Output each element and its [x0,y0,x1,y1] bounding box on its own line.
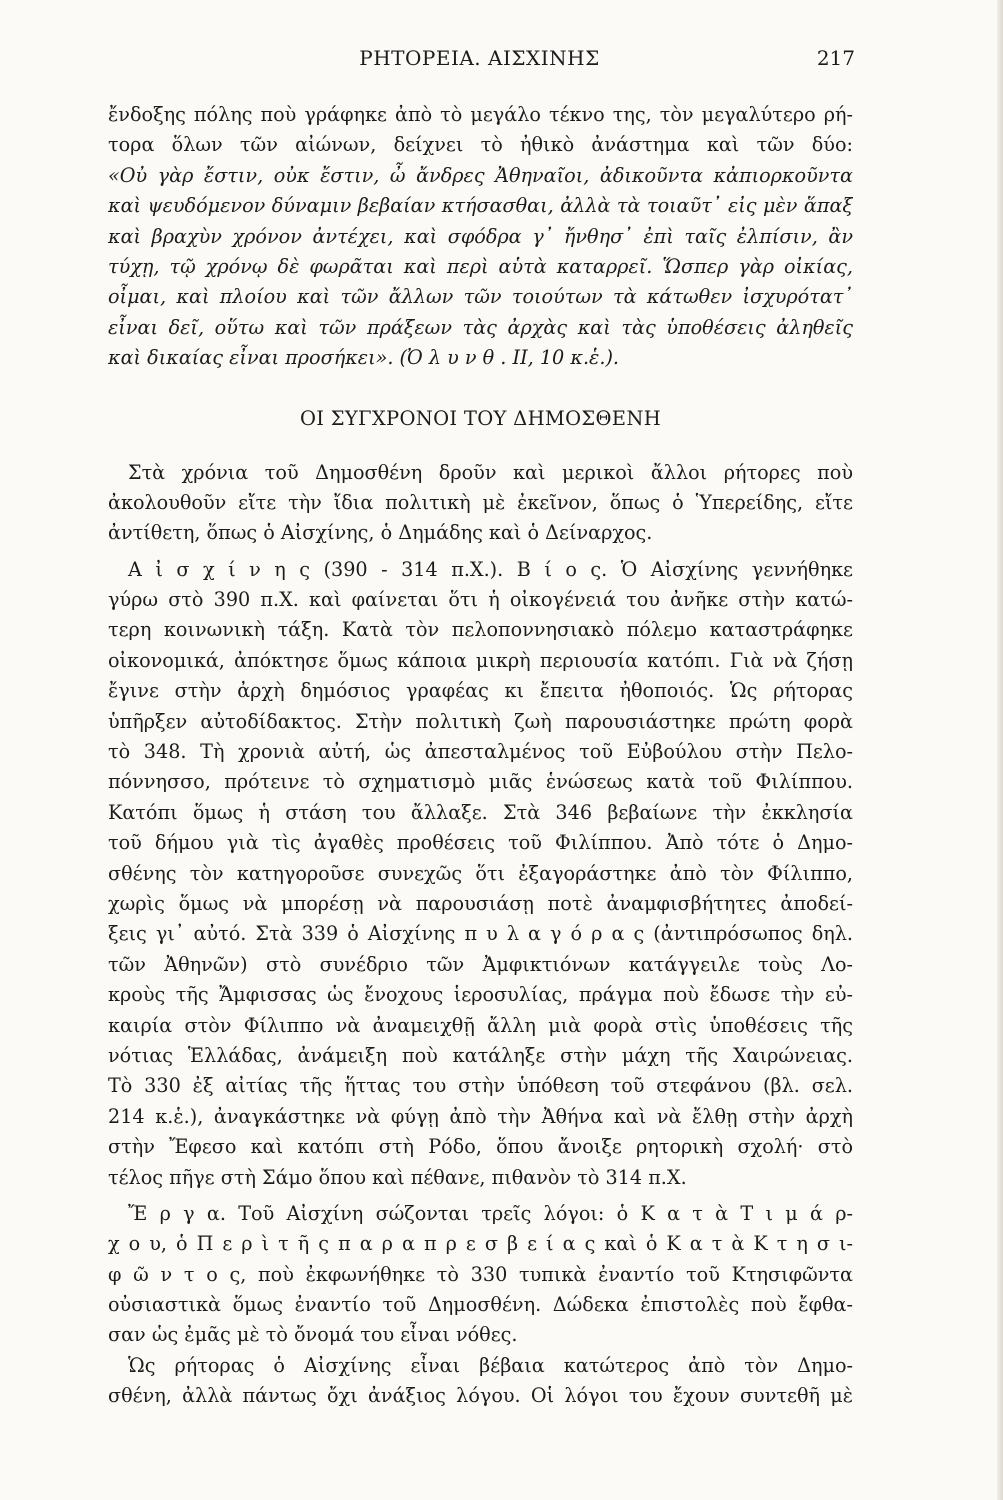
text-line: οὐσιαστικὰ ὅμως ἐναντίο τοῦ Δημοσθένη. Δώδεκα ἐπιστολὲς ποὺ ἔφθα- [108,1293,853,1317]
text-line: χ ο υ, ὁ Π ε ρ ὶ τ ῆ ς π α ρ α π ρ ε σ β ε ί α ς καὶ ὁ Κ α τ ὰ Κ τ η σ ι- [108,1232,853,1256]
section-heading: ΟΙ ΣΥΓΧΡΟΝΟΙ ΤΟΥ ΔΗΜΟΣΘΕΝΗ [300,406,661,430]
text-line: τῶν Ἀθηνῶν) στὸ συνέδριο τῶν Ἀμφικτιόνων κατάγγειλε τοὺς Λο- [108,952,853,976]
quote-line: καὶ ψευδόμενον δύναμιν βεβαίαν κτήσασθαι, ἀλλὰ τὰ τοιαῦτ᾽ εἰς μὲν ἅπαξ [108,194,853,218]
text-line: πόννησσο, πρότεινε τὸ σχηματισμὸ μιᾶς ἑνώσεως κατὰ τοῦ Φιλίππου. [108,770,853,794]
text-line: νότιας Ἑλλάδας, ἀνάμειξη ποὺ κατάληξε στὴν μάχη τῆς Χαιρώνειας. [108,1043,853,1067]
quote-line: εἶναι δεῖ, οὕτω καὶ τῶν πράξεων τὰς ἀρχὰς καὶ τὰς ὑποθέσεις ἀληθεῖς [108,315,853,339]
paragraph-style [108,1351,853,1412]
quote-line: καὶ δικαίας εἶναι προσήκει». (Ὀ λ υ ν θ . II, 10 κ.ἑ.). [108,346,620,370]
text-line: οἰκονομικά, ἀπόκτησε ὅμως κάποια μικρὴ περιουσία κατόπι. Γιὰ νὰ ζήσῃ [108,648,853,672]
body-text [108,100,853,1412]
text-line: Ἔ ρ γ α. Τοῦ Αἰσχίνη σώζονται τρεῖς λόγοι: ὁ Κ α τ ὰ Τ ι μ ά ρ- [128,1201,853,1225]
text-line: χωρὶς ὅμως νὰ μπορέσῃ νὰ παρουσιάσῃ ποτὲ ἀναμφισβήτητες ἀποδεί- [108,891,853,915]
text-line: ὑπῆρξεν αὐτοδίδακτος. Στὴν πολιτικὴ ζωὴ παρουσιάστηκε πρώτη φορὰ [108,709,853,733]
text-line: ἀκολουθοῦν εἴτε τὴν ἴδια πολιτικὴ μὲ ἐκεῖνον, ὅπως ὁ Ὑπερείδης, εἴτε [108,490,853,514]
page-number: 217 [816,46,855,70]
text-line: σθένης τὸν κατηγοροῦσε συνεχῶς ὅτι ἐξαγοράστηκε ἀπὸ τὸν Φίλιππο, [108,861,853,885]
page-header [108,42,855,82]
text-line: κροὺς τῆς Ἄμφισσας ὡς ἔνοχους ἱεροσυλίας, πράγμα ποὺ ἔδωσε τὴν εὐ- [108,983,853,1007]
quote-line: καὶ βραχὺν χρόνον ἀντέχει, καὶ σφόδρα γ᾽ ἤνθησ᾽ ἐπὶ ταῖς ἐλπίσιν, ἂν [108,224,853,248]
quote-block [108,100,853,374]
text-line: καιρία στὸν Φίλιππο νὰ ἀναμειχθῇ ἄλλη μιὰ φορὰ στὶς ὑποθέσεις τῆς [108,1013,853,1037]
text-line: τοῦ δήμου γιὰ τὶς ἀγαθὲς προθέσεις τοῦ Φιλίππου. Ἀπὸ τότε ὁ Δημο- [108,831,853,855]
quote-line: «Οὐ γὰρ ἔστιν, οὐκ ἔστιν, ὦ ἄνδρες Ἀθηναῖοι, ἀδικοῦντα κἀπιορκοῦντα [108,163,853,187]
text-line: στὴν Ἔφεσο καὶ κατόπι στὴ Ρόδο, ὅπου ἄνοιξε ρητορικὴ σχολή· στὸ [108,1135,853,1159]
paragraph-intro [108,458,853,549]
paragraph-works [108,1199,853,1351]
quote-line: οἶμαι, καὶ πλοίου καὶ τῶν ἄλλων τῶν τοιούτων τὰ κάτωθεν ἰσχυρότατ᾽ [108,285,853,309]
text-line: σαν ὡς ἐμᾶς μὲ τὸ ὄνομά του εἶναι νόθες. [108,1323,518,1347]
text-line: τορα ὅλων τῶν αἰώνων, δείχνει τὸ ἠθικὸ ἀνάστημα καὶ τῶν δύο: [108,133,853,157]
text-line: 214 κ.ἑ.), ἀναγκάστηκε νὰ φύγῃ ἀπὸ τὴν Ἀθήνα καὶ νὰ ἔλθῃ στὴν ἀρχὴ [108,1104,853,1128]
text-line: σθένη, ἀλλὰ πάντως ὄχι ἀνάξιος λόγου. Οἱ λόγοι του ἔχουν συντεθῆ μὲ [108,1384,853,1408]
paragraph-bio [108,555,853,1193]
text-line: φ ῶ ν τ ο ς, ποὺ ἐκφωνήθηκε τὸ 330 τυπικὰ ἐναντίο τοῦ Κτησιφῶντα [108,1262,853,1286]
text-line: τέλος πῆγε στὴ Σάμο ὅπου καὶ πέθανε, πιθανὸν τὸ 314 π.Χ. [108,1165,687,1189]
text-line: Στὰ χρόνια τοῦ Δημοσθένη δροῦν καὶ μερικοὶ ἄλλοι ρήτορες ποὺ [128,460,853,484]
text-line: Κατόπι ὅμως ἡ στάση του ἄλλαξε. Στὰ 346 βεβαίωνε τὴν ἐκκλησία [108,800,853,824]
text-line: τὸ 348. Τὴ χρονιὰ αὐτή, ὡς ἀπεσταλμένος τοῦ Εὐβούλου στὴν Πελο- [108,740,853,764]
page-edge-shadow [997,0,1003,1500]
text-line: ἀντίθετη, ὅπως ὁ Αἰσχίνης, ὁ Δημάδης καὶ ὁ Δείναρχος. [108,521,653,545]
text-line: ἔγινε στὴν ἀρχὴ δημόσιος γραφέας κι ἔπειτα ἠθοποιός. Ὡς ρήτορας [108,679,853,703]
text-line: ἔνδοξης πόλης ποὺ γράφηκε ἀπὸ τὸ μεγάλο τέκνο της, τὸν μεγαλύτερο ρή- [108,103,853,126]
text-line: ξεις γι᾽ αὐτό. Στὰ 339 ὁ Αἰσχίνης π υ λ α γ ό ρ α ς (ἀντιπρόσωπος δηλ. [108,922,853,946]
text-line: Τὸ 330 ἐξ αἰτίας τῆς ἥττας του στὴν ὑπόθεση τοῦ στεφάνου (βλ. σελ. [108,1074,853,1098]
text-line: τερη κοινωνικὴ τάξη. Κατὰ τὸν πελοποννησιακὸ πόλεμο καταστράφηκε [108,618,853,642]
text-line: Ὡς ρήτορας ὁ Αἰσχίνης εἶναι βέβαια κατώτερος ἀπὸ τὸν Δημο- [128,1353,853,1377]
quote-line: τύχῃ, τῷ χρόνῳ δὲ φωρᾶται καὶ περὶ αὑτὰ καταρρεῖ. Ὥσπερ γὰρ οἰκίας, [108,254,853,278]
text-line: γύρω στὸ 390 π.Χ. καὶ φαίνεται ὅτι ἡ οἰκογένειά του ἀνῆκε στὴν κατώ- [108,588,853,612]
running-head: ΡΗΤΟΡΕΙΑ. ΑΙΣΧΙΝΗΣ [359,46,600,70]
text-line: Α ἰ σ χ ί ν η ς (390 - 314 π.Χ.). Β ί ο ς. Ὁ Αἰσχίνης γεννήθηκε [128,557,853,581]
